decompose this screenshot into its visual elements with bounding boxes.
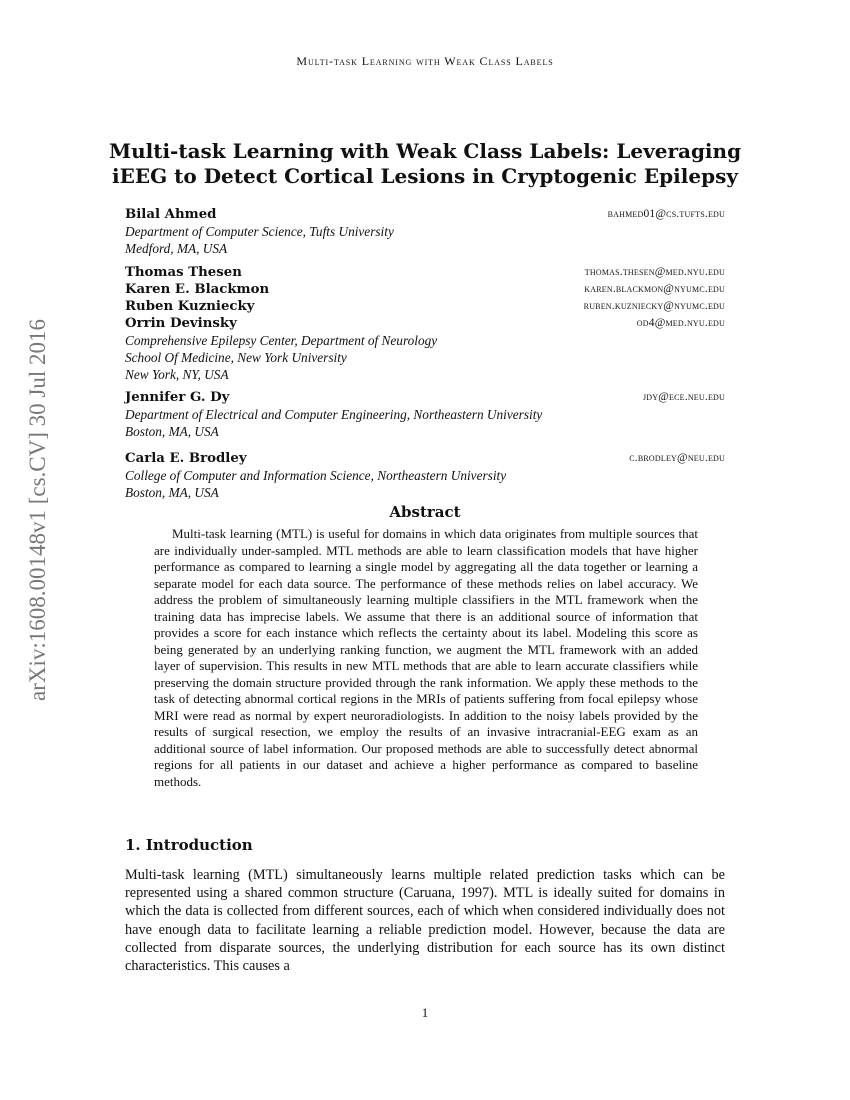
author-row — [125, 315, 725, 332]
author-row — [125, 264, 725, 281]
affiliation-line: Boston, MA, USA — [125, 485, 219, 500]
author-name: Jennifer G. Dy — [125, 390, 230, 405]
section-heading-introduction: 1. Introduction — [125, 836, 253, 854]
author-email: bahmed01@cs.tufts.edu — [607, 208, 725, 220]
affiliation-line: Department of Electrical and Computer Engineering, Northeastern University — [125, 407, 543, 422]
author-email: thomas.thesen@med.nyu.edu — [584, 266, 725, 278]
author-group-northeastern-ece — [125, 389, 725, 440]
page-number: 1 — [421, 1005, 429, 1020]
author-group-tufts — [125, 206, 725, 257]
author-group-northeastern-ccis — [125, 450, 725, 501]
author-row — [125, 450, 725, 467]
affiliation-line: New York, NY, USA — [125, 367, 229, 382]
paper-title — [100, 139, 750, 189]
author-name: Thomas Thesen — [125, 265, 242, 280]
title-line-1: Multi-task Learning with Weak Class Labels: Leveraging — [108, 139, 742, 163]
author-email: od4@med.nyu.edu — [636, 317, 725, 329]
author-group-nyu — [125, 264, 725, 383]
author-name: Karen E. Blackmon — [125, 282, 270, 297]
abstract-heading: Abstract — [389, 503, 461, 521]
affiliation-line: College of Computer and Information Science, Northeastern University — [125, 468, 507, 483]
affiliation-line: Comprehensive Epilepsy Center, Department of Neurology — [125, 333, 438, 348]
affiliation-line: Medford, MA, USA — [125, 241, 228, 256]
author-name: Orrin Devinsky — [125, 316, 237, 331]
author-row — [125, 281, 725, 298]
author-name: Carla E. Brodley — [125, 451, 247, 466]
affiliation-line: Boston, MA, USA — [125, 424, 219, 439]
author-row — [125, 206, 725, 223]
author-row — [125, 298, 725, 315]
affiliation-line: Department of Computer Science, Tufts University — [125, 224, 394, 239]
author-email: ruben.kuzniecky@nyumc.edu — [583, 300, 725, 312]
arxiv-identifier-stamp: arXiv:1608.00148v1 [cs.CV] 30 Jul 2016 — [25, 318, 50, 702]
author-name: Bilal Ahmed — [125, 207, 217, 222]
author-name: Ruben Kuzniecky — [125, 299, 255, 314]
introduction-text: Multi-task learning (MTL) simultaneously learns multiple related prediction tasks which can be represented using a shared common structure (Caruana, 1997). MTL is ideally suited for domains in which the data is collected from different sources, each of which when considered individually does not have enough data to facilitate learning a reliable prediction model. However, because the data are collected from disparate sources, the underlying distribution for each source has its own distinct characteristics. This causes a — [125, 867, 725, 975]
author-email: c.brodley@neu.edu — [629, 452, 725, 464]
author-email: karen.blackmon@nyumc.edu — [584, 283, 725, 295]
author-row — [125, 389, 725, 406]
author-email: jdy@ece.neu.edu — [642, 391, 725, 403]
running-head: Multi-task Learning with Weak Class Labels — [296, 54, 554, 68]
affiliation-line: School Of Medicine, New York University — [125, 350, 347, 365]
title-line-2: iEEG to Detect Cortical Lesions in Cryptogenic Epilepsy — [112, 164, 738, 188]
abstract-text: Multi-task learning (MTL) is useful for domains in which data originates from multiple sources that are individually under-sampled. MTL methods are able to learn classification models that have higher performance as compared to learning a single model by aggregating all the data together or learning a separate model for each data source. The performance of these methods relies on label accuracy. We address the problem of simultaneously learning multiple classifiers in the MTL framework when the training data has imprecise labels. We assume that there is an additional source of information that provides a score for each instance which reflects the certainty about its label. Modeling this score as being generated by an underlying ranking function, we augment the MTL framework with an added layer of supervision. This results in new MTL methods that are able to learn accurate classifiers while preserving the domain structure provided through the rank information. We apply these methods to the task of detecting abnormal cortical regions in the MRIs of patients suffering from focal epilepsy whose MRI were read as normal by expert neuroradiologists. In addition to the noisy labels provided by the results of surgical resection, we employ the results of an invasive intracranial-EEG exam as an additional source of label information. Our proposed methods are able to successfully detect abnormal regions for all patients in our dataset and achieve a higher performance as compared to baseline methods. — [154, 526, 698, 789]
